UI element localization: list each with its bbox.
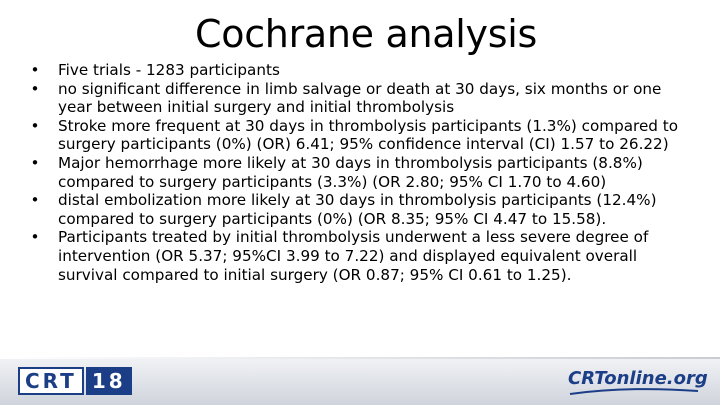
bullet-icon: • (30, 79, 40, 98)
bullet-text: no significant difference in limb salvage or death at 30 days, six months or one year between initial surgery and initial thrombolysis (58, 79, 662, 117)
bullet-text: Participants treated by initial thrombolysis underwent a less severe degree of intervention (OR 5.37; 95%CI 3.99 to 7.22) and displayed equivalent overall survival compared to initial surgery (OR 0.87; 95% CI 0.61 to 1.25). (58, 228, 649, 284)
bullet-text: distal embolization more likely at 30 days in thrombolysis participants (12.4%) compared to surgery participants (0%) (OR 8.35; 95% CI 4.47 to 15.58). (58, 191, 657, 228)
swoosh-icon (568, 388, 703, 396)
bullet-item (28, 61, 700, 80)
bullet-item (28, 154, 700, 191)
slide-title: Cochrane analysis (195, 12, 537, 56)
footer-divider (0, 357, 720, 359)
crtonline-logo (568, 366, 708, 398)
bullet-icon: • (30, 153, 40, 172)
crtonline-logo-rest: online.org (604, 368, 708, 389)
bullet-item (28, 191, 700, 228)
crt18-logo (18, 367, 132, 395)
bullet-item (28, 228, 700, 284)
crt-logo-letters: CRT (18, 367, 84, 395)
bullet-icon: • (30, 191, 40, 210)
bullet-icon: • (30, 116, 40, 135)
bullet-text: Stroke more frequent at 30 days in thrombolysis participants (1.3%) compared to surgery participants (0%) (OR) 6.41; 95% confidence interval (CI) 1.57 to 26.22) (58, 116, 679, 154)
bullet-item (28, 80, 700, 117)
crt-logo-number: 18 (86, 367, 132, 395)
bullet-text: Five trials - 1283 participants (58, 61, 280, 79)
bullet-icon: • (30, 61, 40, 79)
bullet-list (28, 61, 700, 284)
bullet-item (28, 117, 700, 154)
bullet-text: Major hemorrhage more likely at 30 days in thrombolysis participants (8.8%) compared to surgery participants (3.3%) (OR 2.80; 95% CI 1.70 to 4.60) (58, 153, 643, 191)
bullet-icon: • (30, 228, 40, 247)
crtonline-logo-crt: CRT (568, 368, 605, 389)
